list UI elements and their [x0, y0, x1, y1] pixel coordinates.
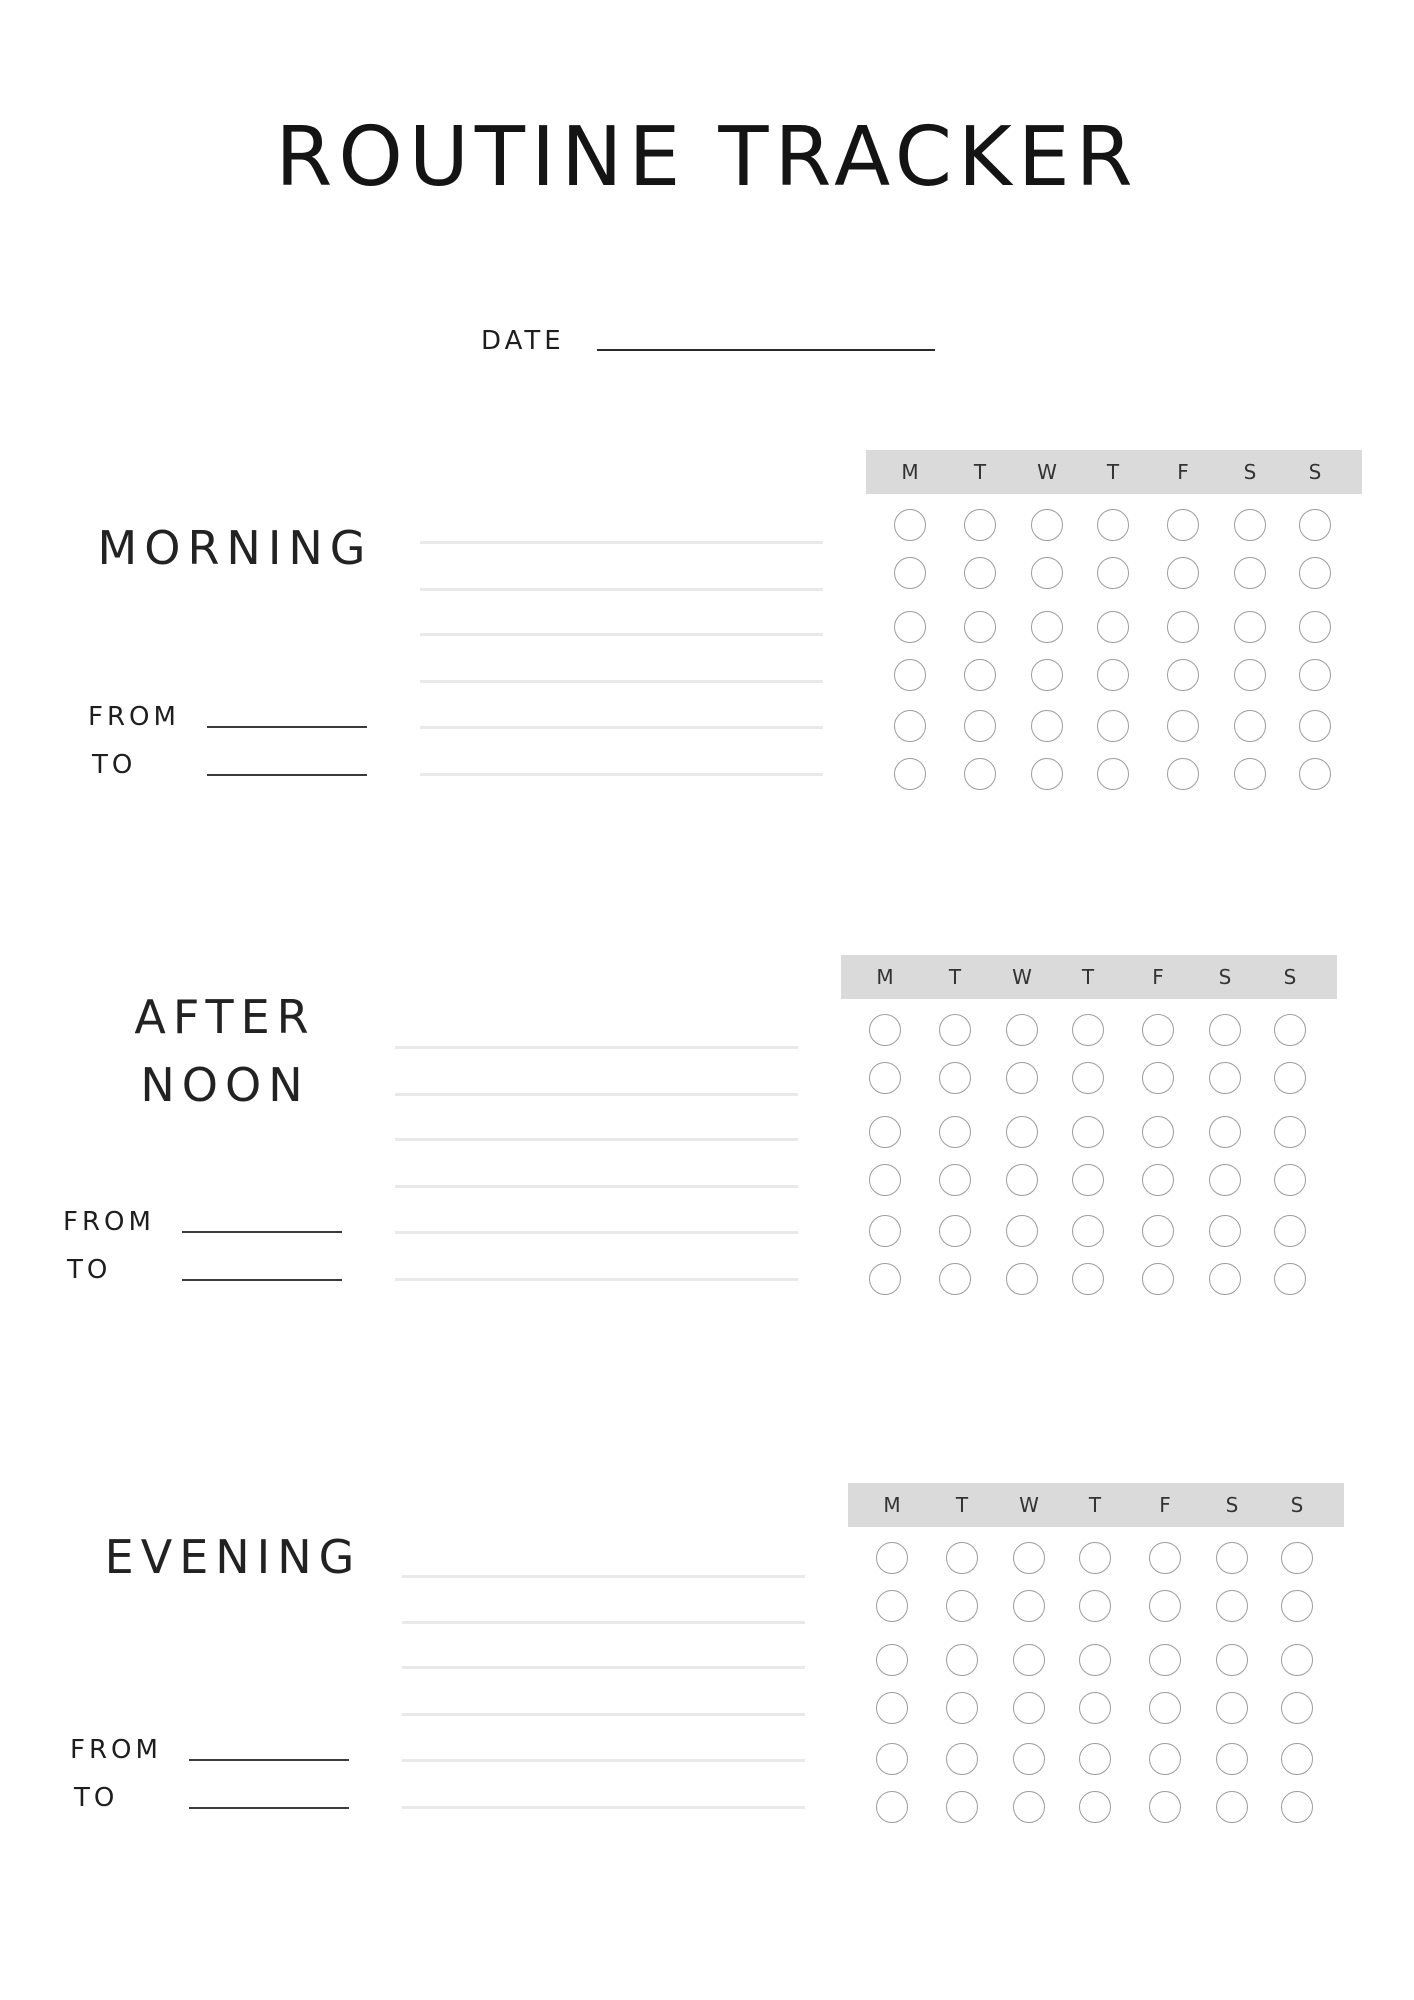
check-circle[interactable]: [1072, 1062, 1104, 1094]
check-circle[interactable]: [946, 1644, 978, 1676]
check-circle[interactable]: [1216, 1743, 1248, 1775]
check-circle[interactable]: [1031, 557, 1063, 589]
date-label: DATE: [481, 326, 565, 356]
check-circle[interactable]: [1079, 1692, 1111, 1724]
check-circle[interactable]: [939, 1215, 971, 1247]
from-field[interactable]: [189, 1759, 349, 1761]
check-circle[interactable]: [1274, 1215, 1306, 1247]
check-circle[interactable]: [1234, 509, 1266, 541]
check-circle[interactable]: [1167, 557, 1199, 589]
day-header: [866, 450, 1362, 494]
to-label: TO: [67, 1255, 112, 1285]
from-field[interactable]: [207, 726, 367, 728]
check-circle[interactable]: [1274, 1014, 1306, 1046]
check-circle[interactable]: [939, 1263, 971, 1295]
check-circle[interactable]: [1142, 1215, 1174, 1247]
check-circle[interactable]: [1031, 611, 1063, 643]
check-circle[interactable]: [1006, 1014, 1038, 1046]
from-field[interactable]: [182, 1231, 342, 1233]
check-circle[interactable]: [876, 1692, 908, 1724]
check-circle[interactable]: [1209, 1215, 1241, 1247]
task-line[interactable]: [402, 1621, 805, 1624]
task-line[interactable]: [395, 1278, 798, 1281]
check-circle[interactable]: [1209, 1116, 1241, 1148]
check-circle[interactable]: [1031, 659, 1063, 691]
check-circle[interactable]: [894, 710, 926, 742]
task-line[interactable]: [420, 726, 823, 729]
check-circle[interactable]: [1097, 557, 1129, 589]
check-circle[interactable]: [964, 710, 996, 742]
page-title: ROUTINE TRACKER: [275, 110, 1139, 205]
day-label: M: [883, 1493, 901, 1517]
check-circle[interactable]: [1006, 1116, 1038, 1148]
check-circle[interactable]: [1142, 1164, 1174, 1196]
check-circle[interactable]: [1216, 1590, 1248, 1622]
check-circle[interactable]: [1097, 659, 1129, 691]
check-circle[interactable]: [1274, 1062, 1306, 1094]
check-circle[interactable]: [1209, 1062, 1241, 1094]
section-title: EVENING: [104, 1530, 362, 1584]
check-circle[interactable]: [1299, 710, 1331, 742]
check-circle[interactable]: [869, 1263, 901, 1295]
to-field[interactable]: [182, 1279, 342, 1281]
check-circle[interactable]: [1079, 1644, 1111, 1676]
check-circle[interactable]: [1072, 1116, 1104, 1148]
check-circle[interactable]: [894, 509, 926, 541]
check-circle[interactable]: [1031, 758, 1063, 790]
check-circle[interactable]: [946, 1590, 978, 1622]
check-circle[interactable]: [876, 1542, 908, 1574]
check-circle[interactable]: [1142, 1014, 1174, 1046]
check-circle[interactable]: [1142, 1116, 1174, 1148]
check-circle[interactable]: [1216, 1644, 1248, 1676]
day-label: F: [1152, 965, 1164, 989]
day-label: M: [901, 460, 919, 484]
day-label: W: [1037, 460, 1057, 484]
check-circle[interactable]: [1209, 1263, 1241, 1295]
check-circle[interactable]: [1216, 1692, 1248, 1724]
check-circle[interactable]: [1167, 611, 1199, 643]
day-label: T: [1106, 460, 1120, 484]
section-title: MORNING: [97, 521, 373, 575]
section-evening: [0, 1483, 1414, 1903]
from-label: FROM: [70, 1735, 162, 1765]
check-circle[interactable]: [1167, 758, 1199, 790]
check-circle[interactable]: [964, 611, 996, 643]
check-circle[interactable]: [1216, 1791, 1248, 1823]
check-circle[interactable]: [1149, 1743, 1181, 1775]
check-circle[interactable]: [1274, 1116, 1306, 1148]
check-circle[interactable]: [1299, 557, 1331, 589]
check-circle[interactable]: [1149, 1791, 1181, 1823]
check-circle[interactable]: [1142, 1263, 1174, 1295]
check-circle[interactable]: [939, 1014, 971, 1046]
to-label: TO: [74, 1783, 119, 1813]
check-circle[interactable]: [964, 659, 996, 691]
check-circle[interactable]: [1149, 1692, 1181, 1724]
check-circle[interactable]: [1299, 659, 1331, 691]
day-header: [841, 955, 1337, 999]
check-circle[interactable]: [869, 1164, 901, 1196]
from-label: FROM: [63, 1207, 155, 1237]
check-circle[interactable]: [1234, 710, 1266, 742]
weekly-tracker: [848, 1483, 1344, 1835]
weekly-tracker: [866, 450, 1362, 802]
check-circle[interactable]: [894, 758, 926, 790]
check-circle[interactable]: [1281, 1743, 1313, 1775]
check-circle[interactable]: [1013, 1644, 1045, 1676]
check-circle[interactable]: [946, 1542, 978, 1574]
to-field[interactable]: [189, 1807, 349, 1809]
check-circle[interactable]: [894, 611, 926, 643]
check-circle[interactable]: [1031, 710, 1063, 742]
to-field[interactable]: [207, 774, 367, 776]
task-line[interactable]: [395, 1138, 798, 1141]
check-circle[interactable]: [1209, 1014, 1241, 1046]
task-line[interactable]: [420, 541, 823, 544]
check-circle[interactable]: [1299, 758, 1331, 790]
to-label: TO: [92, 750, 137, 780]
check-circle[interactable]: [1167, 710, 1199, 742]
check-circle[interactable]: [1216, 1542, 1248, 1574]
check-circle[interactable]: [946, 1743, 978, 1775]
task-line[interactable]: [395, 1093, 798, 1096]
day-label: T: [948, 965, 962, 989]
section-morning: [0, 450, 1414, 870]
check-circle[interactable]: [946, 1791, 978, 1823]
day-label: S: [1283, 965, 1297, 989]
check-circle[interactable]: [869, 1014, 901, 1046]
check-circle[interactable]: [1209, 1164, 1241, 1196]
task-line[interactable]: [420, 773, 823, 776]
day-label: S: [1243, 460, 1257, 484]
day-label: S: [1225, 1493, 1239, 1517]
check-circle[interactable]: [1149, 1590, 1181, 1622]
day-label: T: [1081, 965, 1095, 989]
check-circle[interactable]: [1234, 557, 1266, 589]
check-circle[interactable]: [1167, 659, 1199, 691]
check-circle[interactable]: [1097, 710, 1129, 742]
day-label: M: [876, 965, 894, 989]
day-label: W: [1012, 965, 1032, 989]
day-label: T: [973, 460, 987, 484]
check-circle[interactable]: [1097, 611, 1129, 643]
day-label: S: [1290, 1493, 1304, 1517]
weekly-tracker: [841, 955, 1337, 1307]
check-circle[interactable]: [1299, 509, 1331, 541]
check-circle[interactable]: [869, 1116, 901, 1148]
check-circle[interactable]: [876, 1644, 908, 1676]
check-circle[interactable]: [869, 1062, 901, 1094]
task-line[interactable]: [395, 1046, 798, 1049]
check-circle[interactable]: [939, 1164, 971, 1196]
day-label: F: [1159, 1493, 1171, 1517]
check-circle[interactable]: [1097, 758, 1129, 790]
check-circle[interactable]: [1006, 1062, 1038, 1094]
check-circle[interactable]: [1006, 1215, 1038, 1247]
day-label: W: [1019, 1493, 1039, 1517]
check-circle[interactable]: [1072, 1014, 1104, 1046]
check-circle[interactable]: [1149, 1542, 1181, 1574]
check-circle[interactable]: [1079, 1542, 1111, 1574]
task-line[interactable]: [420, 680, 823, 683]
task-line[interactable]: [402, 1575, 805, 1578]
day-label: S: [1218, 965, 1232, 989]
check-circle[interactable]: [1234, 611, 1266, 643]
date-field[interactable]: [597, 349, 935, 351]
check-circle[interactable]: [876, 1743, 908, 1775]
check-circle[interactable]: [1097, 509, 1129, 541]
check-circle[interactable]: [1079, 1743, 1111, 1775]
task-line[interactable]: [402, 1806, 805, 1809]
check-circle[interactable]: [1281, 1542, 1313, 1574]
day-header: [848, 1483, 1344, 1527]
check-circle[interactable]: [1031, 509, 1063, 541]
check-circle[interactable]: [894, 659, 926, 691]
check-circle[interactable]: [946, 1692, 978, 1724]
section-afternoon: [0, 955, 1414, 1375]
check-circle[interactable]: [1299, 611, 1331, 643]
check-circle[interactable]: [1072, 1263, 1104, 1295]
check-circle[interactable]: [1281, 1692, 1313, 1724]
task-line[interactable]: [402, 1759, 805, 1762]
check-circle[interactable]: [869, 1215, 901, 1247]
check-circle[interactable]: [1274, 1164, 1306, 1196]
check-circle[interactable]: [1149, 1644, 1181, 1676]
task-line[interactable]: [395, 1185, 798, 1188]
check-circle[interactable]: [1281, 1791, 1313, 1823]
check-circle[interactable]: [939, 1062, 971, 1094]
check-circle[interactable]: [1072, 1164, 1104, 1196]
check-circle[interactable]: [1013, 1743, 1045, 1775]
day-label: T: [955, 1493, 969, 1517]
check-circle[interactable]: [964, 557, 996, 589]
check-circle[interactable]: [1079, 1791, 1111, 1823]
day-label: T: [1088, 1493, 1102, 1517]
check-circle[interactable]: [1072, 1215, 1104, 1247]
task-line[interactable]: [420, 633, 823, 636]
check-circle[interactable]: [964, 509, 996, 541]
check-circle[interactable]: [1281, 1644, 1313, 1676]
check-circle[interactable]: [876, 1590, 908, 1622]
task-line[interactable]: [402, 1713, 805, 1716]
section-title: AFTER NOON: [134, 990, 316, 1112]
check-circle[interactable]: [939, 1116, 971, 1148]
check-circle[interactable]: [1013, 1542, 1045, 1574]
check-circle[interactable]: [1274, 1263, 1306, 1295]
check-circle[interactable]: [1167, 509, 1199, 541]
check-circle[interactable]: [876, 1791, 908, 1823]
check-circle[interactable]: [1234, 659, 1266, 691]
check-circle[interactable]: [1013, 1590, 1045, 1622]
check-circle[interactable]: [1006, 1164, 1038, 1196]
day-label: F: [1177, 460, 1189, 484]
task-line[interactable]: [420, 588, 823, 591]
check-circle[interactable]: [1281, 1590, 1313, 1622]
check-circle[interactable]: [1234, 758, 1266, 790]
day-label: S: [1308, 460, 1322, 484]
task-line[interactable]: [395, 1231, 798, 1234]
check-circle[interactable]: [1142, 1062, 1174, 1094]
check-circle[interactable]: [964, 758, 996, 790]
check-circle[interactable]: [894, 557, 926, 589]
check-circle[interactable]: [1006, 1263, 1038, 1295]
task-line[interactable]: [402, 1666, 805, 1669]
check-circle[interactable]: [1079, 1590, 1111, 1622]
check-circle[interactable]: [1013, 1692, 1045, 1724]
check-circle[interactable]: [1013, 1791, 1045, 1823]
from-label: FROM: [88, 702, 180, 732]
